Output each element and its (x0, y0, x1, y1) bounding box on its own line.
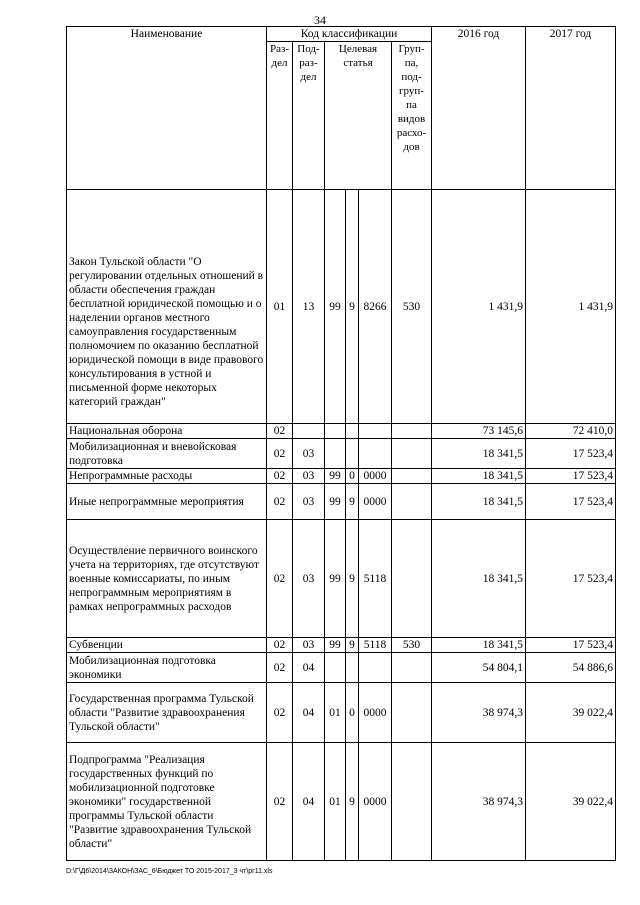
row-podrazdel: 03 (293, 638, 325, 653)
table-row (67, 743, 616, 861)
table-row (67, 424, 616, 439)
row-name: Непрограммные расходы (67, 469, 267, 484)
table-row (67, 469, 616, 484)
row-value-2017: 17 523,4 (526, 484, 616, 520)
row-expense-type: 530 (392, 190, 432, 424)
row-target-subprogram (346, 424, 359, 439)
row-target-subprogram (346, 653, 359, 683)
row-value-2017: 17 523,4 (526, 638, 616, 653)
row-target-direction: 0000 (359, 743, 392, 861)
row-expense-type (392, 469, 432, 484)
header-name: Наименование (67, 27, 267, 190)
row-value-2016: 18 341,5 (432, 638, 526, 653)
table-row (67, 190, 616, 424)
header-classification: Код классификации (267, 27, 432, 42)
row-target-program (325, 653, 346, 683)
row-expense-type (392, 484, 432, 520)
header-tselevaya-statya: Целевая статья (325, 42, 392, 190)
row-razdel: 02 (267, 520, 293, 638)
table-row (67, 638, 616, 653)
row-target-direction: 5118 (359, 520, 392, 638)
row-value-2017: 17 523,4 (526, 520, 616, 638)
table-row (67, 653, 616, 683)
row-podrazdel: 03 (293, 484, 325, 520)
row-razdel: 02 (267, 653, 293, 683)
row-value-2017: 1 431,9 (526, 190, 616, 424)
row-value-2016: 54 804,1 (432, 653, 526, 683)
row-value-2016: 18 341,5 (432, 469, 526, 484)
row-target-program: 99 (325, 469, 346, 484)
row-target-subprogram: 0 (346, 469, 359, 484)
row-podrazdel: 03 (293, 439, 325, 469)
row-value-2016: 38 974,3 (432, 743, 526, 861)
row-target-subprogram: 9 (346, 520, 359, 638)
row-target-program: 99 (325, 190, 346, 424)
row-expense-type (392, 743, 432, 861)
row-value-2016: 1 431,9 (432, 190, 526, 424)
row-value-2017: 54 886,6 (526, 653, 616, 683)
header-2016: 2016 год (432, 27, 526, 190)
row-value-2016: 38 974,3 (432, 683, 526, 743)
row-razdel: 01 (267, 190, 293, 424)
row-target-direction (359, 653, 392, 683)
row-target-subprogram: 9 (346, 190, 359, 424)
row-value-2017: 39 022,4 (526, 683, 616, 743)
row-name: Мобилизационная подготовка экономики (67, 653, 267, 683)
row-name: Закон Тульской области "О регулировании отдельных отношений в области обеспечения граждан бесплатной юридической помощью и о наделении органов местного самоуправления государственным полномочием по оказанию бесплатной юридической помощи в виде правового консультирования в устной и письменной форме некоторых категорий граждан" (67, 190, 267, 424)
table-row (67, 683, 616, 743)
row-podrazdel: 04 (293, 653, 325, 683)
row-target-direction (359, 424, 392, 439)
row-razdel: 02 (267, 743, 293, 861)
row-razdel: 02 (267, 638, 293, 653)
page-number: 34 (314, 13, 326, 27)
row-expense-type (392, 424, 432, 439)
table-row (67, 520, 616, 638)
row-target-program (325, 439, 346, 469)
row-target-subprogram (346, 439, 359, 469)
row-target-subprogram: 0 (346, 683, 359, 743)
row-podrazdel: 13 (293, 190, 325, 424)
row-value-2017: 17 523,4 (526, 439, 616, 469)
row-razdel: 02 (267, 439, 293, 469)
row-target-direction: 8266 (359, 190, 392, 424)
row-value-2016: 18 341,5 (432, 484, 526, 520)
row-name: Государственная программа Тульской области "Развитие здравоохранения Тульской области" (67, 683, 267, 743)
row-name: Иные непрограммные мероприятия (67, 484, 267, 520)
row-expense-type (392, 439, 432, 469)
header-2017: 2017 год (526, 27, 616, 190)
table-row (67, 484, 616, 520)
row-razdel: 02 (267, 469, 293, 484)
row-name: Субвенции (67, 638, 267, 653)
row-expense-type (392, 653, 432, 683)
header-razdel: Раз-дел (267, 42, 293, 190)
row-target-program: 99 (325, 484, 346, 520)
row-expense-type (392, 520, 432, 638)
row-value-2017: 72 410,0 (526, 424, 616, 439)
row-expense-type (392, 683, 432, 743)
row-name: Осуществление первичного воинского учета на территориях, где отсутствуют военные комиссариаты, по иным непрограммным мероприятиям в рамках непрограммных расходов (67, 520, 267, 638)
row-target-subprogram: 9 (346, 638, 359, 653)
row-target-program: 01 (325, 683, 346, 743)
row-razdel: 02 (267, 683, 293, 743)
row-target-program (325, 424, 346, 439)
row-value-2016: 73 145,6 (432, 424, 526, 439)
row-target-direction: 0000 (359, 484, 392, 520)
file-path: D:\Г\Д6\2014\ЗАКОН\ЗАС_6\Бюджет ТО 2015-2017_3 чт\рг11.xls (66, 868, 273, 875)
row-target-program: 99 (325, 638, 346, 653)
row-name: Национальная оборона (67, 424, 267, 439)
row-target-direction: 0000 (359, 683, 392, 743)
row-value-2017: 39 022,4 (526, 743, 616, 861)
row-razdel: 02 (267, 424, 293, 439)
header-podrazdel: Под-раз-дел (293, 42, 325, 190)
row-name: Подпрограмма "Реализация государственных функций по мобилизационной подготовке экономики" государственной программы Тульской области "Развитие здравоохранения Тульской области" (67, 743, 267, 861)
row-podrazdel: 04 (293, 683, 325, 743)
row-podrazdel: 03 (293, 469, 325, 484)
row-name: Мобилизационная и вневойсковая подготовка (67, 439, 267, 469)
row-value-2016: 18 341,5 (432, 439, 526, 469)
header-gruppa-vidov: Груп-па, под-груп-па видов расхо-дов (392, 42, 432, 190)
row-value-2017: 17 523,4 (526, 469, 616, 484)
row-target-subprogram: 9 (346, 484, 359, 520)
row-value-2016: 18 341,5 (432, 520, 526, 638)
row-podrazdel: 03 (293, 520, 325, 638)
row-target-subprogram: 9 (346, 743, 359, 861)
row-podrazdel: 04 (293, 743, 325, 861)
budget-table (66, 26, 616, 861)
row-target-program: 01 (325, 743, 346, 861)
row-razdel: 02 (267, 484, 293, 520)
row-target-direction (359, 439, 392, 469)
row-target-program: 99 (325, 520, 346, 638)
row-expense-type: 530 (392, 638, 432, 653)
table-row (67, 439, 616, 469)
row-target-direction: 0000 (359, 469, 392, 484)
row-podrazdel (293, 424, 325, 439)
row-target-direction: 5118 (359, 638, 392, 653)
